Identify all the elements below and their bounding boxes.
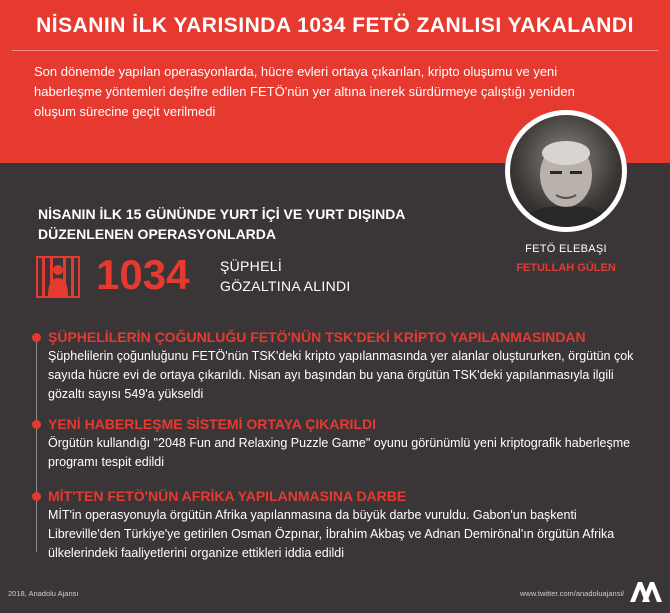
detainee-caption xyxy=(220,256,351,296)
timeline-line xyxy=(36,340,37,552)
portrait-name: FETULLAH GÜLEN xyxy=(516,262,616,274)
timeline-dot xyxy=(32,333,41,342)
timeline-dot xyxy=(32,492,41,501)
footer-twitter-link[interactable]: www.twitter.com/anadoluajansi/ xyxy=(520,589,625,598)
portrait-caption: FETÖ ELEBAŞI xyxy=(525,243,607,255)
title-divider xyxy=(12,50,658,51)
item-body: MİT'in operasyonuyla örgütün Afrika yapılanmasına da büyük darbe vuruldu. Gabon'un başkenti Libreville'den Türkiye'ye getirilen Osman Özpınar, İbrahim Akbaş ve Adnan Demirönal'ın örgütün Afrika ülkelerindeki faaliyetlerini organize ettikleri iddia edildi xyxy=(48,508,615,560)
aa-logo-icon xyxy=(628,580,664,604)
item-body: Şüphelilerin çoğunluğunu FETÖ'nün TSK'deki kripto yapılanmasında yer alanlar oluştururken, örgütün çok sayıda hücre evi de ortaya çıkarıldı. Nisan ayı başından bu yana örgütün TSK'deki yapılanmasıyla ilgili gözaltı sayısı 549'a yükseldi xyxy=(48,349,634,401)
item-body: Örgütün kullandığı "2048 Fun and Relaxing Puzzle Game" oyunu görünümlü yeni kriptografik haberleşme programı tespit edildi xyxy=(48,436,631,469)
portrait-photo xyxy=(510,115,622,227)
operations-heading: NİSANIN İLK 15 GÜNÜNDE YURT İÇİ VE YURT DIŞINDA DÜZENLENEN OPERASYONLARDA xyxy=(38,206,405,242)
item-title: MİT'TEN FETÖ'NÜN AFRİKA YAPILANMASINA DARBE xyxy=(48,488,407,504)
detainee-count: 1034 xyxy=(96,251,190,298)
item-title: YENİ HABERLEŞME SİSTEMİ ORTAYA ÇIKARILDI xyxy=(48,416,377,432)
footer-copyright: 2018, Anadolu Ajansı xyxy=(8,589,79,598)
jail-icon xyxy=(36,256,80,298)
detainee-caption-line2: GÖZALTINA ALINDI xyxy=(220,278,351,294)
portrait-frame xyxy=(505,110,627,232)
page-title: NİSANIN İLK YARISINDA 1034 FETÖ ZANLISI YAKALANDI xyxy=(36,14,634,37)
timeline-dot xyxy=(32,420,41,429)
detainee-caption-line1: ŞÜPHELİ xyxy=(220,258,283,274)
page-subtitle: Son dönemde yapılan operasyonlarda, hücre evleri ortaya çıkarılan, kripto oluşumu ve yeni haberleşme yöntemleri deşifre edilen FETÖ'nün yer altına inerek sürdürmeye çalıştığı yeniden oluşum sürecine geçit verilmedi xyxy=(34,64,575,119)
item-title: ŞÜPHELİLERİN ÇOĞUNLUĞU FETÖ'NÜN TSK'DEKİ KRİPTO YAPILANMASINDAN xyxy=(48,329,586,345)
